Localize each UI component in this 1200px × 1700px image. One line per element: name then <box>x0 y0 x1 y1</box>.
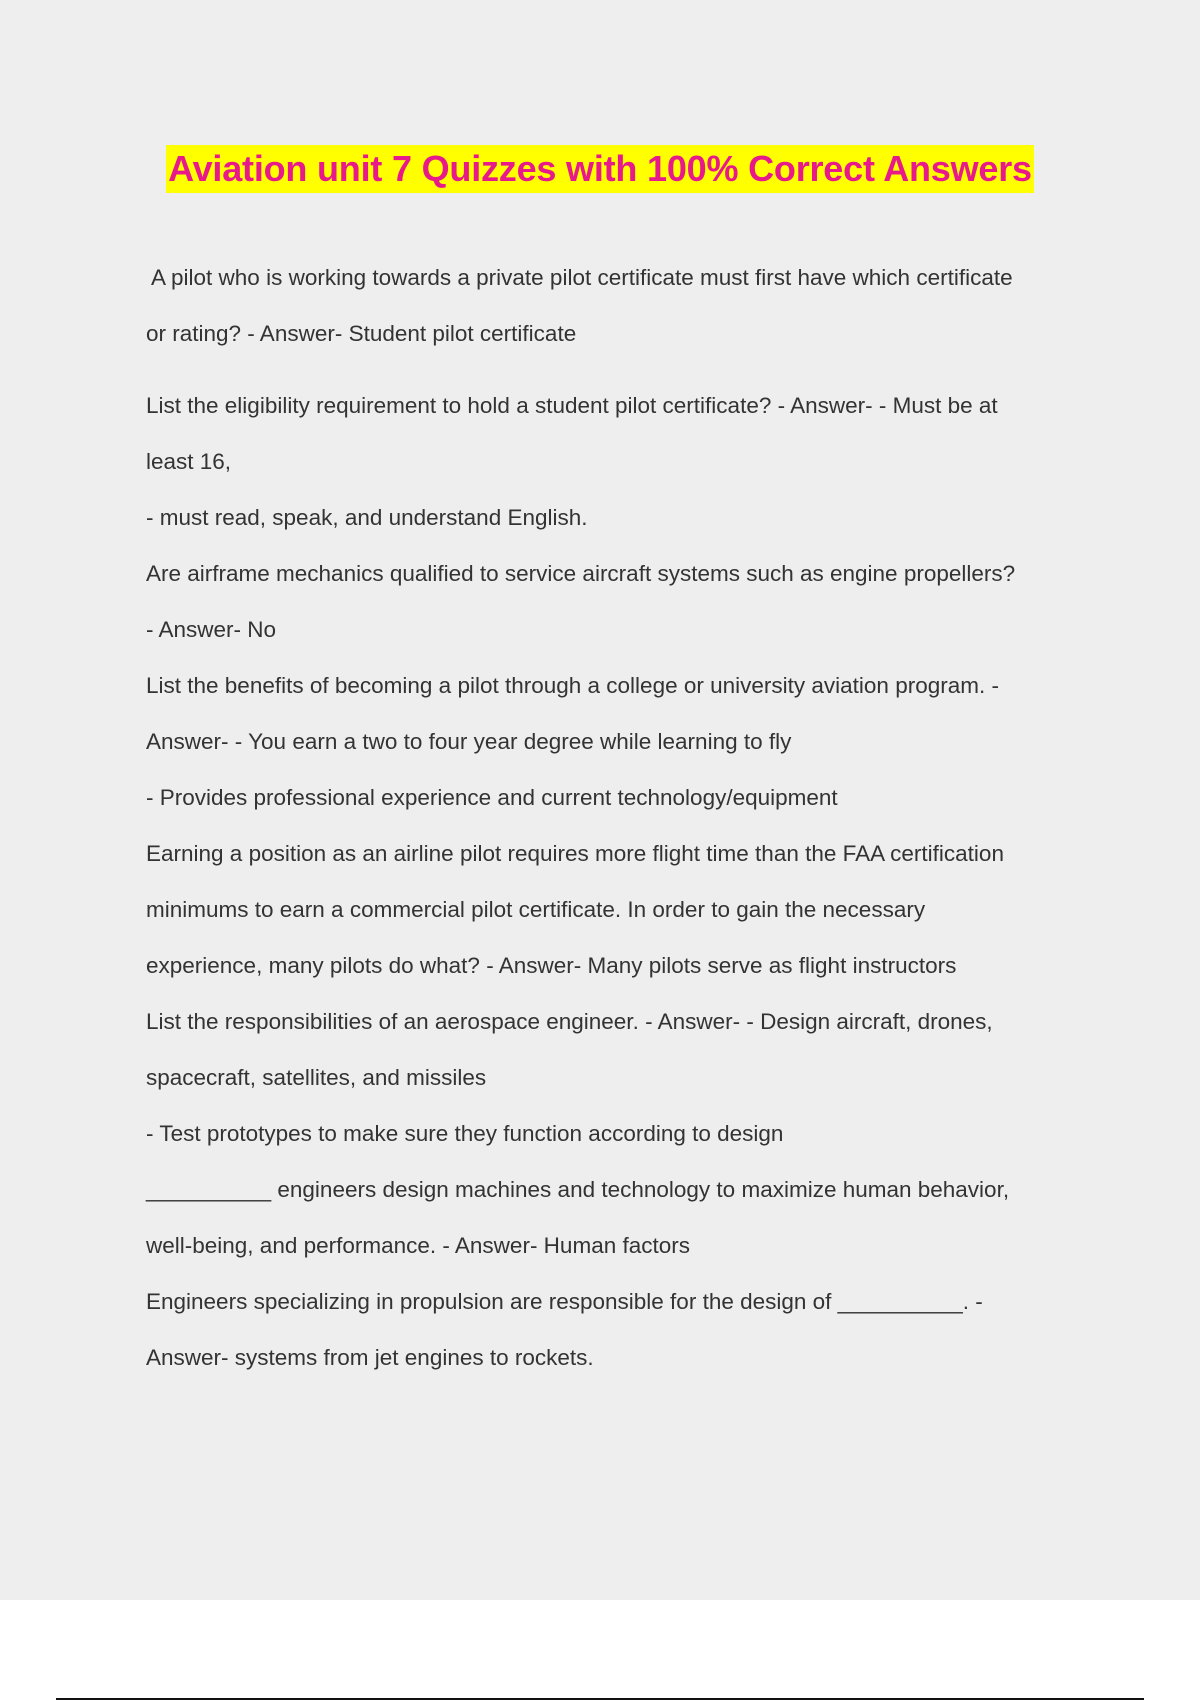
question-4-line-1: List the benefits of becoming a pilot through a college or university aviation program. - <box>146 673 999 698</box>
question-3-line-1: Are airframe mechanics qualified to service aircraft systems such as engine propellers? <box>146 561 1016 586</box>
question-6-line-3: - Test prototypes to make sure they function according to design <box>146 1121 784 1146</box>
question-2-line-1: List the eligibility requirement to hold a student pilot certificate? - Answer- - Must be at <box>146 393 998 418</box>
question-1-line-1: A pilot who is working towards a private pilot certificate must first have which certificate <box>151 265 1013 290</box>
question-8-line-1: Engineers specializing in propulsion are responsible for the design of __________. - <box>146 1289 983 1314</box>
question-2-line-3: - must read, speak, and understand English. <box>146 505 588 530</box>
paragraph-gap <box>146 362 1086 378</box>
question-2-line-2: least 16, <box>146 449 232 474</box>
question-6-line-1: List the responsibilities of an aerospace engineer. - Answer- - Design aircraft, drones, <box>146 1009 993 1034</box>
question-4-line-3: - Provides professional experience and current technology/equipment <box>146 785 838 810</box>
question-5-line-1: Earning a position as an airline pilot requires more flight time than the FAA certification <box>146 841 1004 866</box>
question-6-line-2: spacecraft, satellites, and missiles <box>146 1065 487 1090</box>
question-7-line-1: __________ engineers design machines and technology to maximize human behavior, <box>146 1177 1010 1202</box>
question-1-line-2: or rating? - Answer- Student pilot certificate <box>146 321 577 346</box>
document-title: Aviation unit 7 Quizzes with 100% Correct Answers <box>166 145 1034 193</box>
question-7-line-2: well-being, and performance. - Answer- Human factors <box>146 1233 690 1258</box>
title-container <box>0 145 1200 193</box>
question-5-line-3: experience, many pilots do what? - Answer- Many pilots serve as flight instructors <box>146 953 957 978</box>
question-5-line-2: minimums to earn a commercial pilot certificate. In order to gain the necessary <box>146 897 926 922</box>
document-body <box>146 250 1086 1386</box>
question-8-line-2: Answer- systems from jet engines to rockets. <box>146 1345 594 1370</box>
question-3-line-2: - Answer- No <box>146 617 277 642</box>
question-4-line-2: Answer- - You earn a two to four year degree while learning to fly <box>146 729 792 754</box>
